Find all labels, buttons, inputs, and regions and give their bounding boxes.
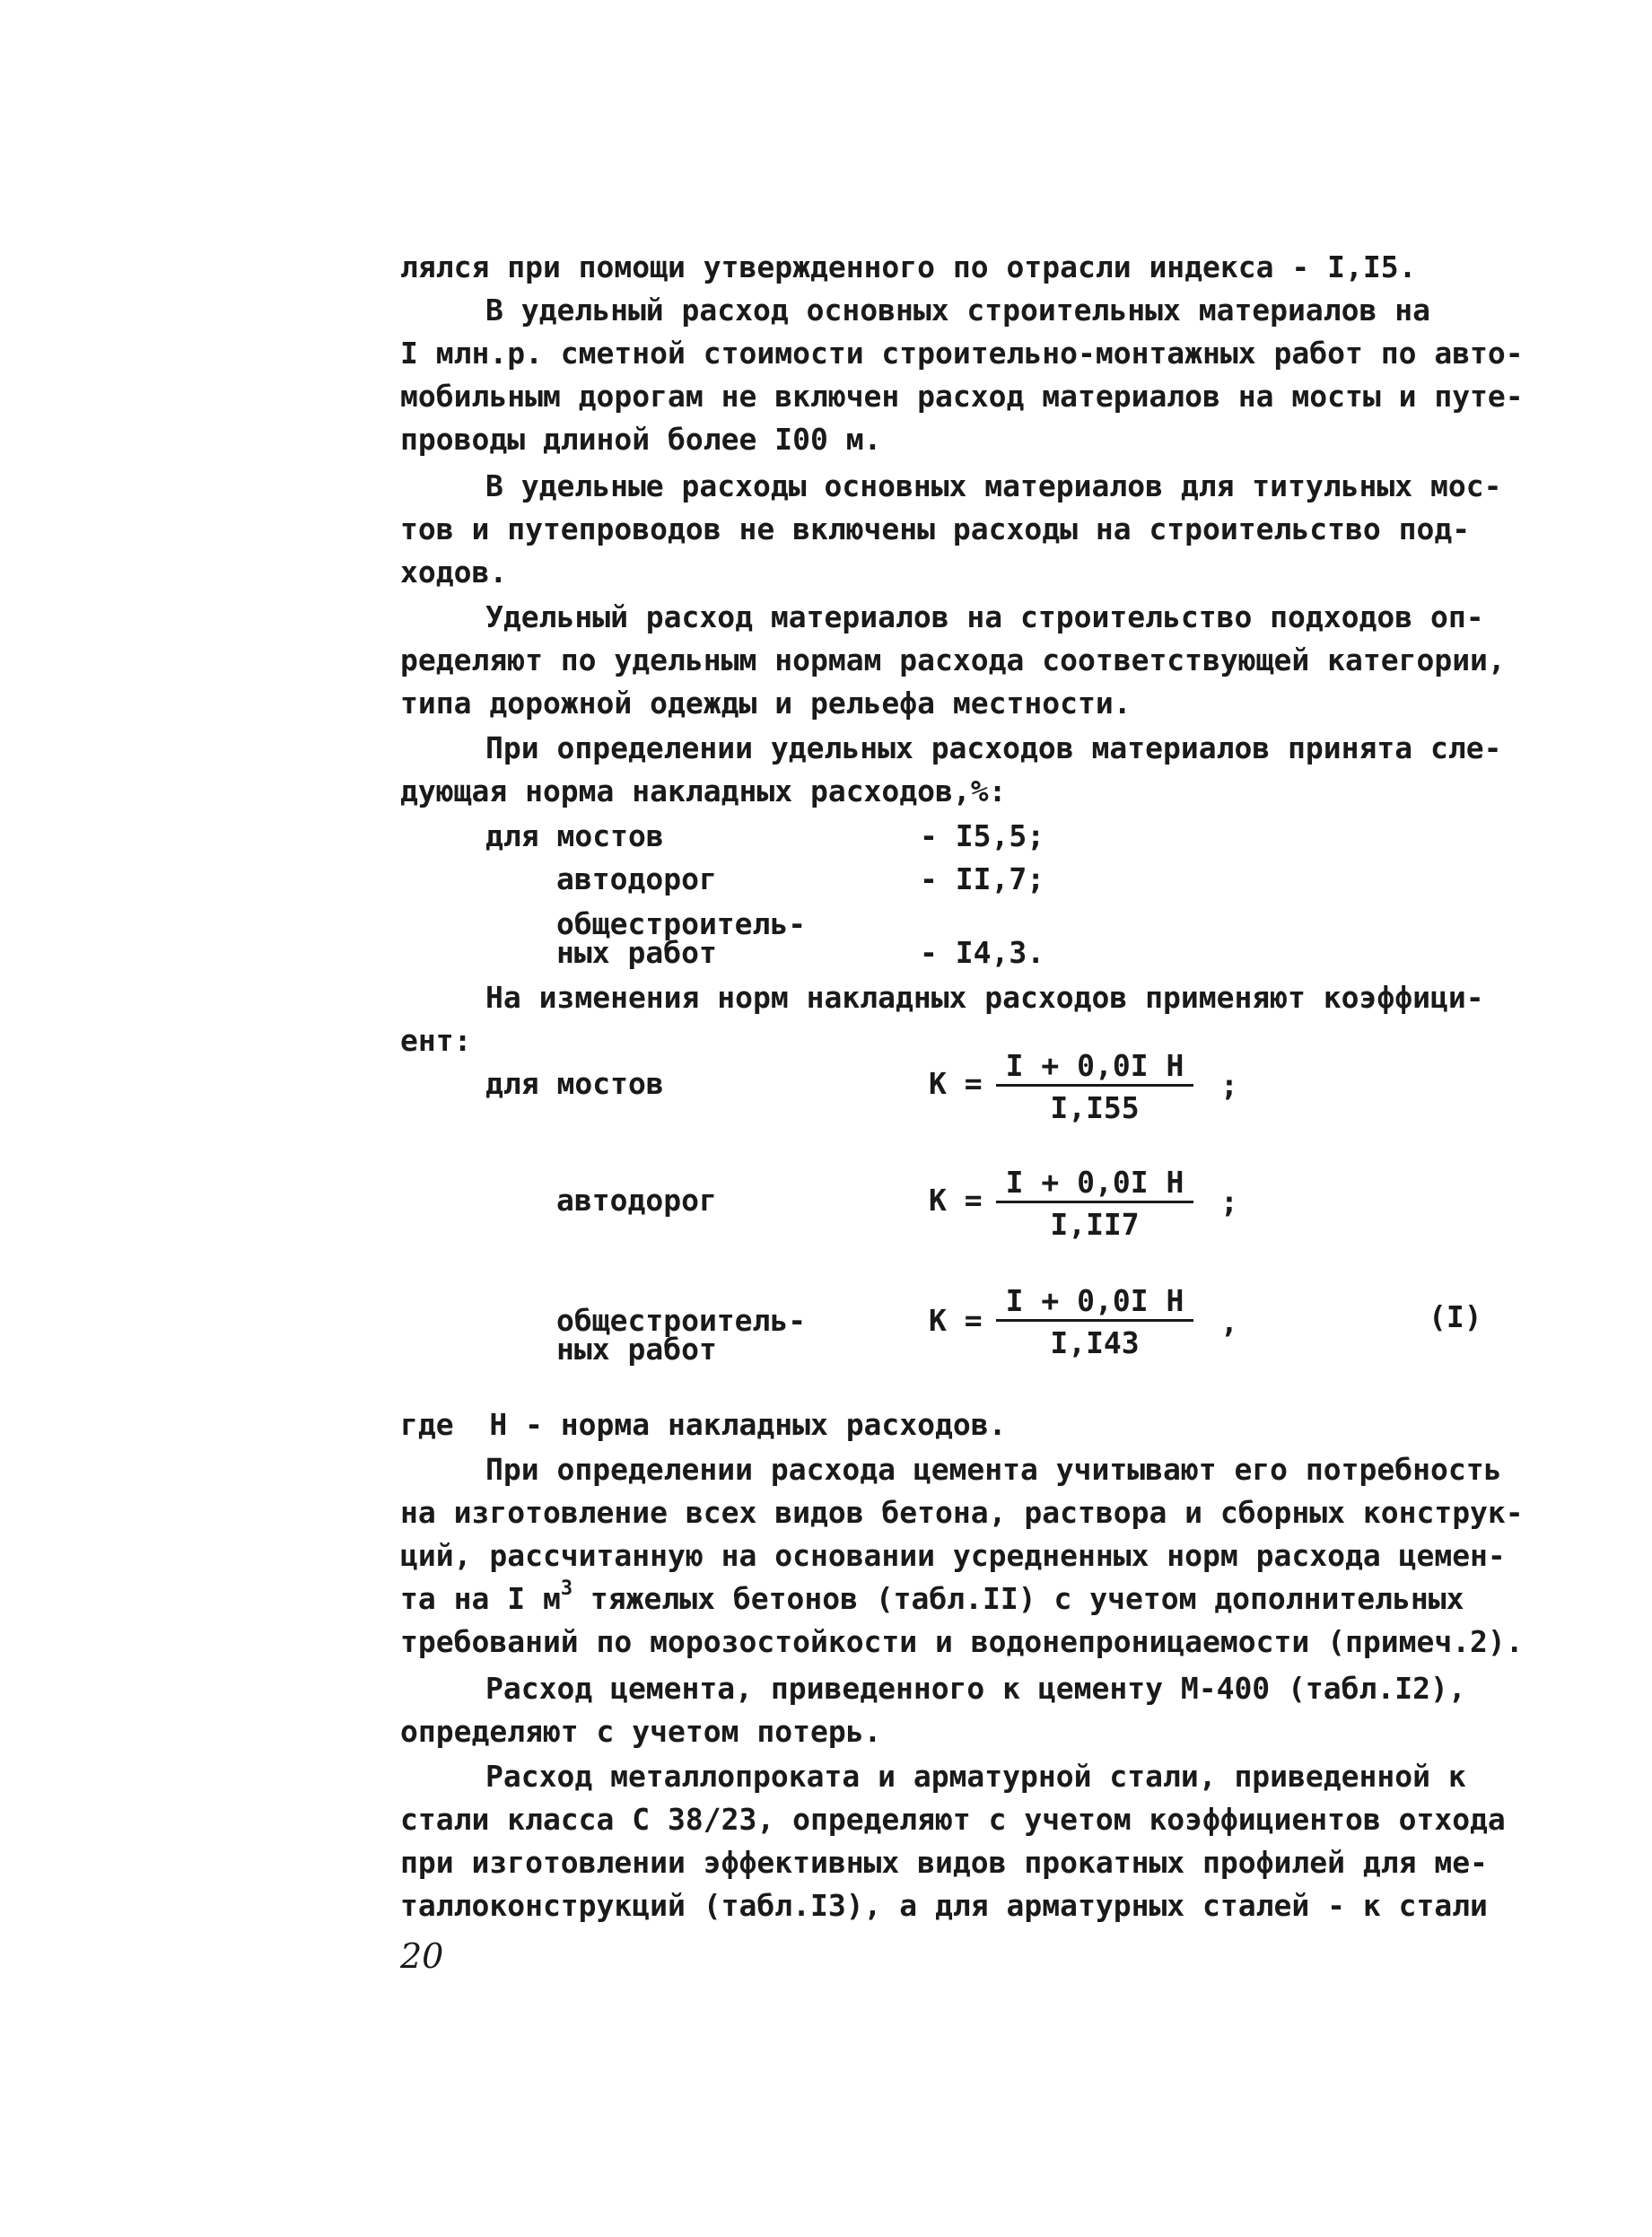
text-line: где Н - норма накладных расходов. xyxy=(400,1407,1007,1442)
superscript: 3 xyxy=(560,1577,573,1600)
formula-punct: ; xyxy=(1220,1184,1238,1219)
text-line: ределяют по удельным нормам расхода соответствующей категории, xyxy=(400,642,1506,677)
fraction-denominator: I,II7 xyxy=(1050,1207,1140,1242)
text-line: мобильным дорогам не включен расход материалов на мосты и путе- xyxy=(400,379,1524,414)
text-line: При определении расхода цемента учитывают его потребность xyxy=(485,1452,1502,1487)
formula-label-cont: ных работ xyxy=(556,1332,717,1367)
text-line: тов и путепроводов не включены расходы на строительство под- xyxy=(400,511,1471,546)
formula-lhs: К = xyxy=(929,1183,983,1218)
text-line: проводы длиной более I00 м. xyxy=(400,422,882,457)
text-line: Расход цемента, приведенного к цементу М-400 (табл.I2), xyxy=(485,1671,1466,1706)
formula-label: автодорог xyxy=(556,1183,717,1218)
text-line: определяют с учетом потерь. xyxy=(400,1714,882,1749)
text-line: лялся при помощи утвержденного по отрасли индекса - I,I5. xyxy=(400,249,1417,284)
fraction-numerator: I + 0,0I Н xyxy=(996,1048,1193,1087)
fraction-denominator: I,I55 xyxy=(1050,1090,1140,1125)
formula-fraction xyxy=(996,1283,1193,1361)
text-line: Удельный расход материалов на строительство подходов оп- xyxy=(485,599,1484,634)
text-line: при изготовлении эффективных видов прокатных профилей для ме- xyxy=(400,1845,1488,1880)
rate-value: - II,7; xyxy=(920,861,1045,896)
text-line: ций, рассчитанную на основании усредненных норм расхода цемен- xyxy=(400,1538,1506,1573)
text-line: стали класса С 38/23, определяют с учетом коэффициентов отхода xyxy=(400,1802,1506,1837)
fraction-numerator: I + 0,0I Н xyxy=(996,1283,1193,1322)
text-line: ент: xyxy=(400,1023,472,1058)
page-number: 20 xyxy=(400,1936,444,1976)
text-line: Расход металлопроката и арматурной стали, приведенной к xyxy=(485,1759,1466,1794)
formula-punct: ; xyxy=(1220,1068,1238,1103)
text-line: На изменения норм накладных расходов применяют коэффици- xyxy=(485,980,1484,1015)
formula-label: общестроитель- xyxy=(556,1303,807,1338)
text-line: типа дорожной одежды и рельефа местности. xyxy=(400,686,1132,721)
rate-value: - I5,5; xyxy=(920,818,1045,853)
formula-punct: , xyxy=(1220,1305,1238,1340)
rate-label: для мостов xyxy=(485,818,664,853)
text-line: требований по морозостойкости и водонепроницаемости (примеч.2). xyxy=(400,1624,1524,1659)
equation-number: (I) xyxy=(1429,1299,1482,1334)
text-fragment: та на I м xyxy=(400,1581,561,1616)
text-line xyxy=(400,1577,1464,1617)
text-line: В удельный расход основных строительных материалов на xyxy=(485,293,1430,328)
fraction-denominator: I,I43 xyxy=(1050,1325,1140,1360)
text-line: дующая норма накладных расходов,%: xyxy=(400,773,1007,808)
rate-label-cont: ных работ xyxy=(556,935,717,970)
fraction-numerator: I + 0,0I Н xyxy=(996,1165,1193,1203)
rate-value: - I4,3. xyxy=(920,935,1045,970)
text-line: ходов. xyxy=(400,555,508,590)
text-line: При определении удельных расходов материалов принята сле- xyxy=(485,730,1502,765)
formula-fraction xyxy=(996,1165,1193,1243)
text-fragment: тяжелых бетонов (табл.II) с учетом дополнительных xyxy=(573,1581,1464,1616)
text-line: В удельные расходы основных материалов для титульных мос- xyxy=(485,468,1502,503)
formula-label: для мостов xyxy=(485,1066,664,1101)
text-line: таллоконструкций (табл.I3), а для арматурных сталей - к стали xyxy=(400,1888,1488,1923)
rate-label: автодорог xyxy=(556,861,717,896)
text-line: на изготовление всех видов бетона, раствора и сборных конструк- xyxy=(400,1495,1524,1530)
rate-label: общестроитель- xyxy=(556,906,807,941)
formula-lhs: К = xyxy=(929,1066,983,1101)
formula-lhs: К = xyxy=(929,1303,983,1338)
formula-fraction xyxy=(996,1048,1193,1126)
text-line: I млн.р. сметной стоимости строительно-монтажных работ по авто- xyxy=(400,336,1524,371)
